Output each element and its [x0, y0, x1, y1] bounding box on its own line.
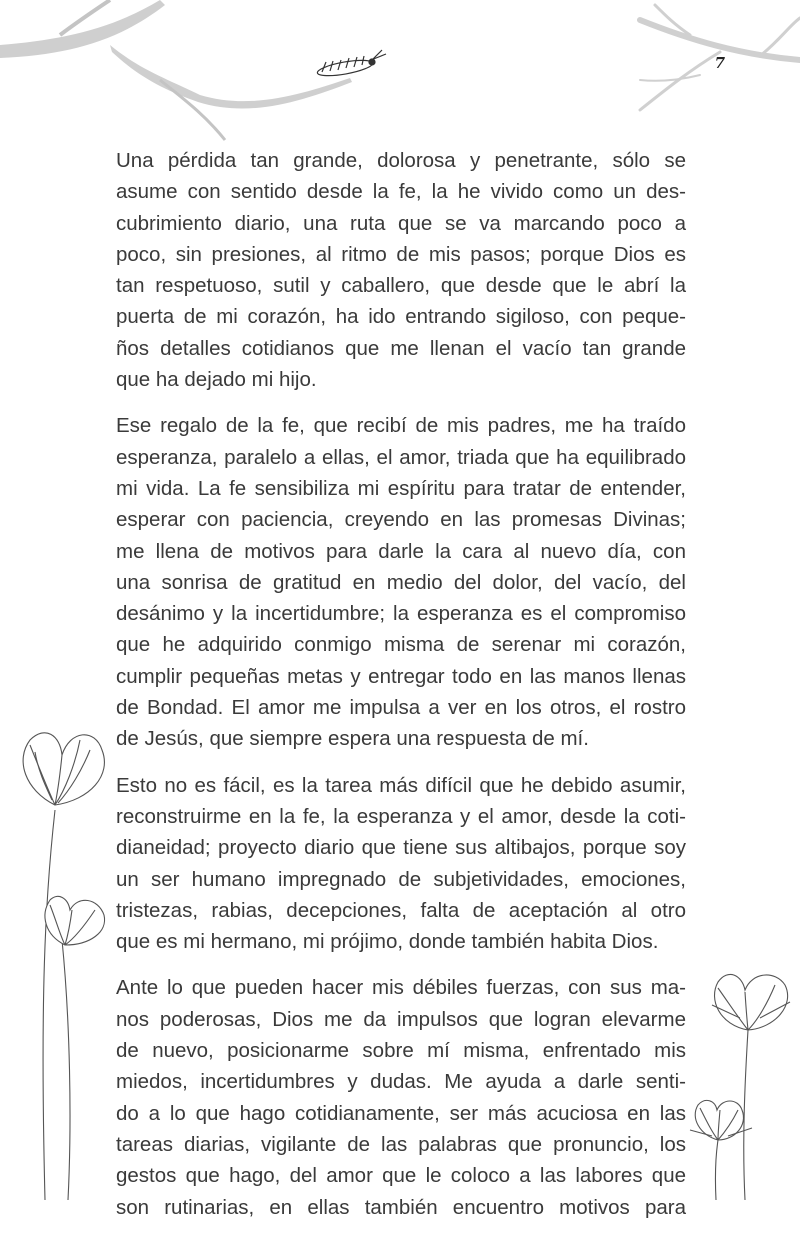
text-line: Una pérdida tan grande, dolorosa y penetrante, sólo se — [116, 149, 686, 172]
text-line: cumplir pequeñas metas y entregar todo en las manos llenas — [116, 664, 686, 688]
text-line: una sonrisa de gratitud en medio del dolor, del vacío, del — [116, 570, 686, 594]
text-line: esperar con paciencia, creyendo en las promesas Divinas; — [116, 508, 686, 532]
caterpillar-icon — [316, 50, 386, 79]
text-line: tan respetuoso, sutil y caballero, que desde que le abrí la — [116, 274, 686, 298]
branch-top-left-icon — [0, 0, 352, 140]
text-line: desánimo y la incertidumbre; la esperanza es el compromiso — [116, 602, 686, 626]
text-line: que he adquirido conmigo misma de serenar mi corazón, — [116, 633, 686, 657]
flowers-bottom-left-icon — [23, 733, 104, 1200]
text-line: dianeidad; proyecto diario que tiene sus altibajos, porque soy — [116, 836, 686, 860]
text-line: Esto no es fácil, es la tarea más difícil que he debido asumir, — [116, 773, 686, 797]
paragraph — [116, 410, 686, 754]
text-line: nos poderosas, Dios me da impulsos que logran elevarme — [116, 1007, 686, 1031]
text-line: puerta de mi corazón, ha ido entrando sigiloso, con peque- — [116, 305, 686, 329]
text-line: Ese regalo de la fe, que recibí de mis padres, me ha traído — [116, 414, 686, 438]
text-line: me llena de motivos para darle la cara al nuevo día, con — [116, 539, 686, 563]
text-line: de nuevo, posicionarme sobre mí misma, enfrentado mis — [116, 1039, 686, 1063]
text-line: gestos que hago, del amor que le coloco a las labores que — [116, 1164, 686, 1188]
text-line: un ser humano impregnado de subjetividades, emociones, — [116, 867, 686, 891]
text-line: de Jesús, que siempre espera una respuesta de mí. — [116, 727, 589, 751]
flowers-bottom-right-icon — [690, 974, 790, 1200]
text-line: tareas diarias, vigilante de las palabras que pronuncio, los — [116, 1132, 686, 1156]
paragraph — [116, 145, 686, 395]
text-line: Ante lo que pueden hacer mis débiles fuerzas, con sus ma- — [116, 976, 686, 1000]
text-line: que es mi hermano, mi prójimo, donde también habita Dios. — [116, 930, 659, 954]
body-text — [116, 145, 686, 1238]
text-line: ños detalles cotidianos que me llenan el vacío tan grande — [116, 336, 686, 360]
paragraph — [116, 770, 686, 958]
text-line: tristezas, rabias, decepciones, falta de aceptación al otro — [116, 898, 686, 922]
text-line: mi vida. La fe sensibiliza mi espíritu para tratar de entender, — [116, 476, 686, 500]
text-line: miedos, incertidumbres y dudas. Me ayuda a darle senti- — [116, 1070, 686, 1094]
text-line: que ha dejado mi hijo. — [116, 368, 317, 392]
text-line: asume con sentido desde la fe, la he vivido como un des- — [116, 180, 686, 204]
paragraph — [116, 972, 686, 1222]
text-line: cubrimiento diario, una ruta que se va marcando poco a — [116, 211, 686, 235]
page-number: 7 — [714, 54, 725, 72]
text-line: esperanza, paralelo a ellas, el amor, triada que ha equilibrado — [116, 445, 686, 469]
text-line: reconstruirme en la fe, la esperanza y el amor, desde la coti- — [116, 804, 686, 828]
text-line: son rutinarias, en ellas también encuentro motivos para — [116, 1195, 686, 1219]
text-line: de Bondad. El amor me impulsa a ver en los otros, el rostro — [116, 696, 686, 720]
text-line: do a lo que hago cotidianamente, ser más acuciosa en las — [116, 1101, 686, 1125]
text-line: poco, sin presiones, al ritmo de mis pasos; porque Dios es — [116, 242, 686, 266]
